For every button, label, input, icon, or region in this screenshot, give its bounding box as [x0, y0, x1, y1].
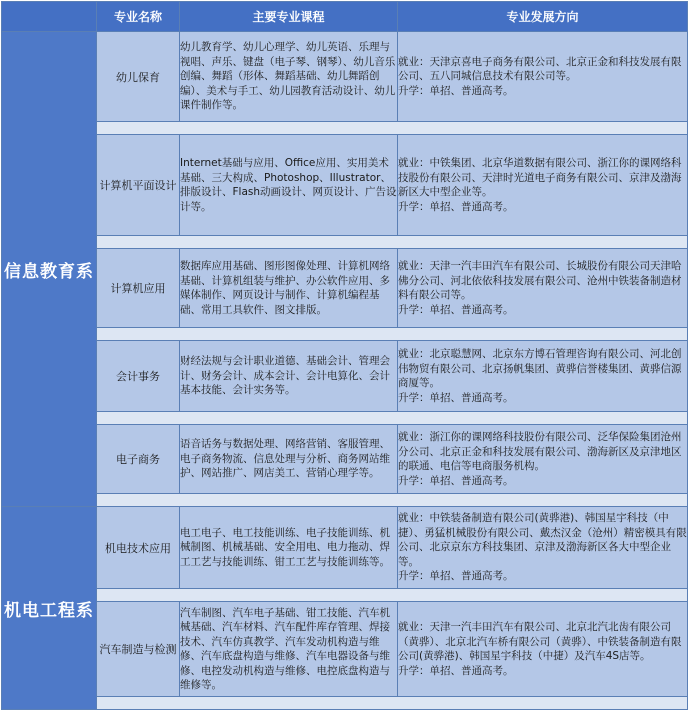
career-study: 升学：单招、普通高考。: [398, 391, 514, 404]
row-spacer: [97, 236, 688, 249]
major-career: [398, 507, 688, 589]
major-career: [398, 602, 688, 697]
career-study: 升学：单招、普通高考。: [398, 570, 514, 583]
header-blank: [2, 2, 97, 32]
row-spacer: [97, 494, 688, 507]
career-employment: 就业：天津京喜电子商务有限公司、北京正金和科技发展有限公司、五八同城信息技术有限公司等。: [398, 55, 682, 83]
header-major: 专业名称: [97, 2, 180, 32]
career-study: 升学：单招、普通高考。: [398, 200, 514, 213]
row-spacer: [97, 589, 688, 602]
major-name: 电子商务: [97, 425, 180, 494]
career-study: 升学：单招、普通高考。: [398, 664, 514, 677]
major-courses: Internet基础与应用、Office应用、实用美术基础、三大构成、Photoshop、Illustrator、排版设计、Flash动画设计、网页设计、广告设计等。: [180, 135, 398, 236]
major-career: [398, 249, 688, 328]
major-name: 幼儿保育: [97, 32, 180, 122]
major-career: [398, 32, 688, 122]
career-study: 升学：单招、普通高考。: [398, 84, 514, 97]
major-courses: 幼儿教育学、幼儿心理学、幼儿英语、乐理与视唱、声乐、键盘（电子琴、钢琴）、幼儿音乐创编、舞蹈（形体、舞蹈基础、幼儿舞蹈创编）、美术与手工、幼儿园教育活动设计、幼儿课件制作等。: [180, 32, 398, 122]
major-courses: 语音话务与数据处理、网络营销、客服管理、电子商务物流、信息处理与分析、商务网站维护、网站推广、网店美工、营销心理学等。: [180, 425, 398, 494]
major-career: [398, 425, 688, 494]
career-employment: 就业：中铁装备制造有限公司(黄骅港)、韩国星宇科技（中捷）、勇猛机械股份有限公司、戴杰汉金（沧州）精密模具有限公司、北京京东方科技集团、京津及渤海新区各大中型企业等。: [398, 512, 687, 568]
majors-table: [1, 1, 688, 710]
header-courses: 主要专业课程: [180, 2, 398, 32]
major-career: [398, 135, 688, 236]
major-career: [398, 341, 688, 412]
career-study: 升学：单招、普通高考。: [398, 474, 514, 487]
department-info-education: 信息教育系: [2, 32, 97, 507]
row-spacer: [97, 697, 688, 710]
career-study: 升学：单招、普通高考。: [398, 303, 514, 316]
career-employment: 就业：天津一汽丰田汽车有限公司、长城股份有限公司天津哈佛分公司、河北依依科技发展有限公司、沧州中铁装备制造材料有限公司等。: [398, 260, 682, 301]
major-courses: 财经法规与会计职业道德、基础会计、管理会计、财务会计、成本会计、会计电算化、会计基本技能、会计实务等。: [180, 341, 398, 412]
major-name: 计算机应用: [97, 249, 180, 328]
career-employment: 就业：北京聪慧网、北京东方博石管理咨询有限公司、河北创伟物贸有限公司、北京扬帆集团、黄骅信誉楼集团、黄骅信源商厦等。: [398, 348, 682, 389]
career-employment: 就业：浙江你的课网络科技股份有限公司、泛华保险集团沧州分公司、北京正金和科技发展有限公司、渤海新区及京津地区的联通、电信等电商服务机构。: [398, 431, 682, 472]
row-spacer: [97, 122, 688, 135]
career-employment: 就业：中铁集团、北京华道数据有限公司、浙江你的课网络科技股份有限公司、天津时光道电子商务有限公司、京津及渤海新区大中型企业等。: [398, 157, 682, 198]
career-employment: 就业：天津一汽丰田汽车有限公司、北京北汽北齿有限公司（黄骅）、北京北汽车桥有限公司（黄骅）、中铁装备制造有限公司(黄骅港)、韩国星宇科技（中捷）及汽车4S店等。: [398, 621, 682, 662]
row-spacer: [97, 328, 688, 341]
department-mechatronics: 机电工程系: [2, 507, 97, 710]
major-name: 汽车制造与检测: [97, 602, 180, 697]
major-courses: 电工电子、电工技能训练、电子技能训练、机械制图、机械基础、安全用电、电力拖动、焊工工艺与技能训练、钳工工艺与技能训练等。: [180, 507, 398, 589]
major-name: 会计事务: [97, 341, 180, 412]
major-courses: 数据库应用基础、图形图像处理、计算机网络基础、计算机组装与维护、办公软件应用、多媒体制作、网页设计与制作、计算机编程基础、常用工具软件、图文排版。: [180, 249, 398, 328]
major-name: 计算机平面设计: [97, 135, 180, 236]
major-courses: 汽车制图、汽车电子基础、钳工技能、汽车机械基础、汽车材料、汽车配件库存管理、焊接技术、汽车仿真教学、汽车发动机构造与维修、汽车底盘构造与维修、汽车电器设备与维修、电控发动机构造与维修、电控底盘构造与维修等。: [180, 602, 398, 697]
row-spacer: [97, 412, 688, 425]
major-name: 机电技术应用: [97, 507, 180, 589]
header-career: 专业发展方向: [398, 2, 688, 32]
